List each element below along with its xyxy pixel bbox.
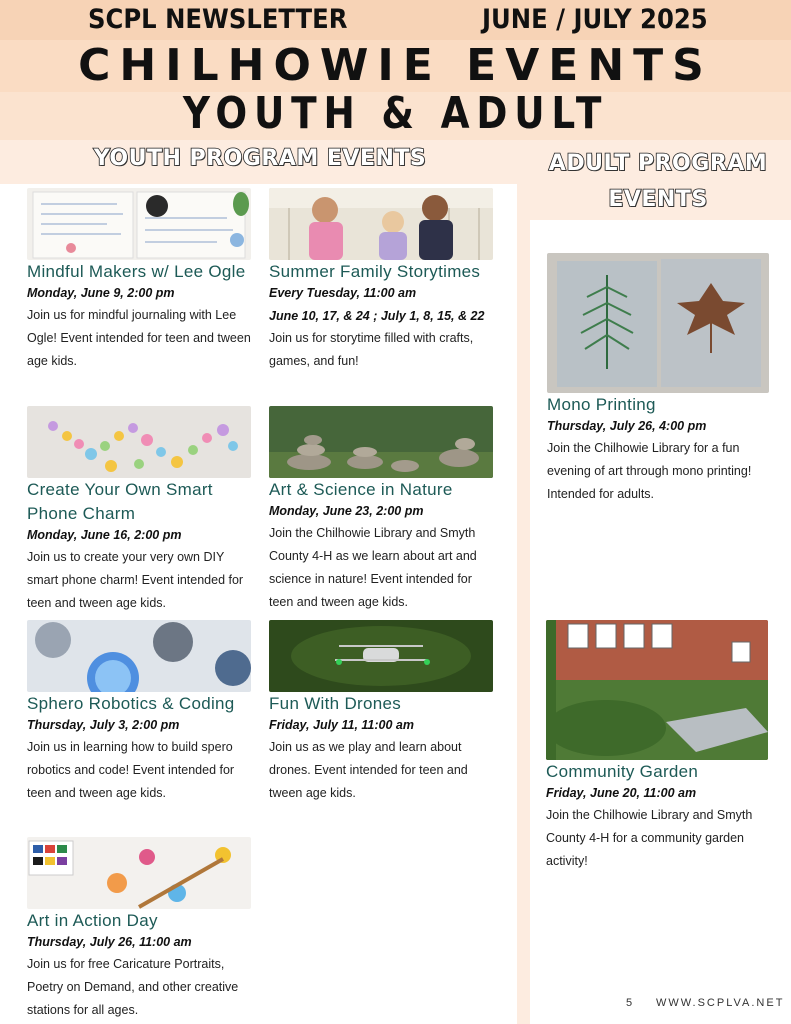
paint-palette-photo [27,837,251,909]
sphero-robot-photo [27,620,251,692]
event-date: Friday, June 20, 11:00 am [546,786,697,800]
event-title: Create Your Own Smart Phone Charm [27,480,213,523]
page-number: 5 [626,997,633,1009]
adult-section-heading: ADULT PROGRAM EVENTS [548,151,768,212]
garden-photo [546,620,768,760]
event-card-mono-printing [547,253,773,506]
event-card-art-science [269,406,497,614]
event-date: Monday, June 9, 2:00 pm [27,286,175,300]
website-link[interactable]: WWW.SCPLVA.NET [656,997,785,1009]
event-title: Mono Printing [547,395,656,414]
event-title: Summer Family Storytimes [269,262,481,281]
journal-photo [27,188,251,260]
rock-cairn-photo [269,406,493,478]
event-description: Join us to create your very own DIY smart phone charm! Event intended for teen and tween age kids. [27,550,244,610]
event-card-storytimes [269,188,497,373]
event-title: Art & Science in Nature [269,480,453,499]
event-title: Community Garden [546,762,699,781]
event-description: Join the Chilhowie Library for a fun evening of art through mono printing! Intended for adults. [547,441,752,501]
event-title: Art in Action Day [27,911,158,930]
charm-photo [27,406,251,478]
event-dates-list: June 10, 17, & 24 ; July 1, 8, 15, & 22 [269,309,485,323]
mono-print-photo [547,253,769,393]
event-card-mindful-makers [27,188,253,373]
event-card-phone-charm [27,406,253,615]
event-card-sphero [27,620,257,805]
event-description: Join us for free Caricature Portraits, Poetry on Demand, and other creative stations for all ages. [27,957,239,1017]
event-date: Thursday, July 3, 2:00 pm [27,718,180,732]
event-description: Join us in learning how to build spero robotics and code! Event intended for teen and tween age kids. [27,740,235,800]
newsletter-label: SCPL NEWSLETTER [88,4,348,35]
event-description: Join us for mindful journaling with Lee Ogle! Event intended for teen and tween age kids. [27,308,251,368]
event-title: Sphero Robotics & Coding [27,694,235,713]
event-description: Join the Chilhowie Library and Smyth County 4-H as we learn about art and science in nature! Event intended for teen and tween age kids. [269,526,477,609]
youth-section-heading: YOUTH PROGRAM EVENTS [93,146,427,171]
page-title: CHILHOWIE EVENTS [78,40,713,91]
event-date: Monday, June 23, 2:00 pm [269,504,424,518]
event-description: Join the Chilhowie Library and Smyth County 4-H for a community garden activity! [546,808,753,868]
event-card-drones [269,620,497,805]
drone-photo [269,620,493,692]
event-date: Monday, June 16, 2:00 pm [27,528,182,542]
event-title: Fun With Drones [269,694,402,713]
event-date: Thursday, July 26, 4:00 pm [547,419,707,433]
event-date: Every Tuesday, 11:00 am [269,286,417,300]
event-title: Mindful Makers w/ Lee Ogle [27,262,246,281]
event-date: Thursday, July 26, 11:00 am [27,935,192,949]
children-photo [269,188,493,260]
page-subtitle: YOUTH & ADULT [182,88,609,139]
event-date: Friday, July 11, 11:00 am [269,718,414,732]
event-description: Join us as we play and learn about drones. Event intended for teen and tween age kids. [269,740,468,800]
issue-date: JUNE / JULY 2025 [482,4,708,35]
event-card-art-in-action [27,837,253,1022]
event-description: Join us for storytime filled with crafts, games, and fun! [269,331,474,368]
event-card-community-garden [546,620,772,873]
